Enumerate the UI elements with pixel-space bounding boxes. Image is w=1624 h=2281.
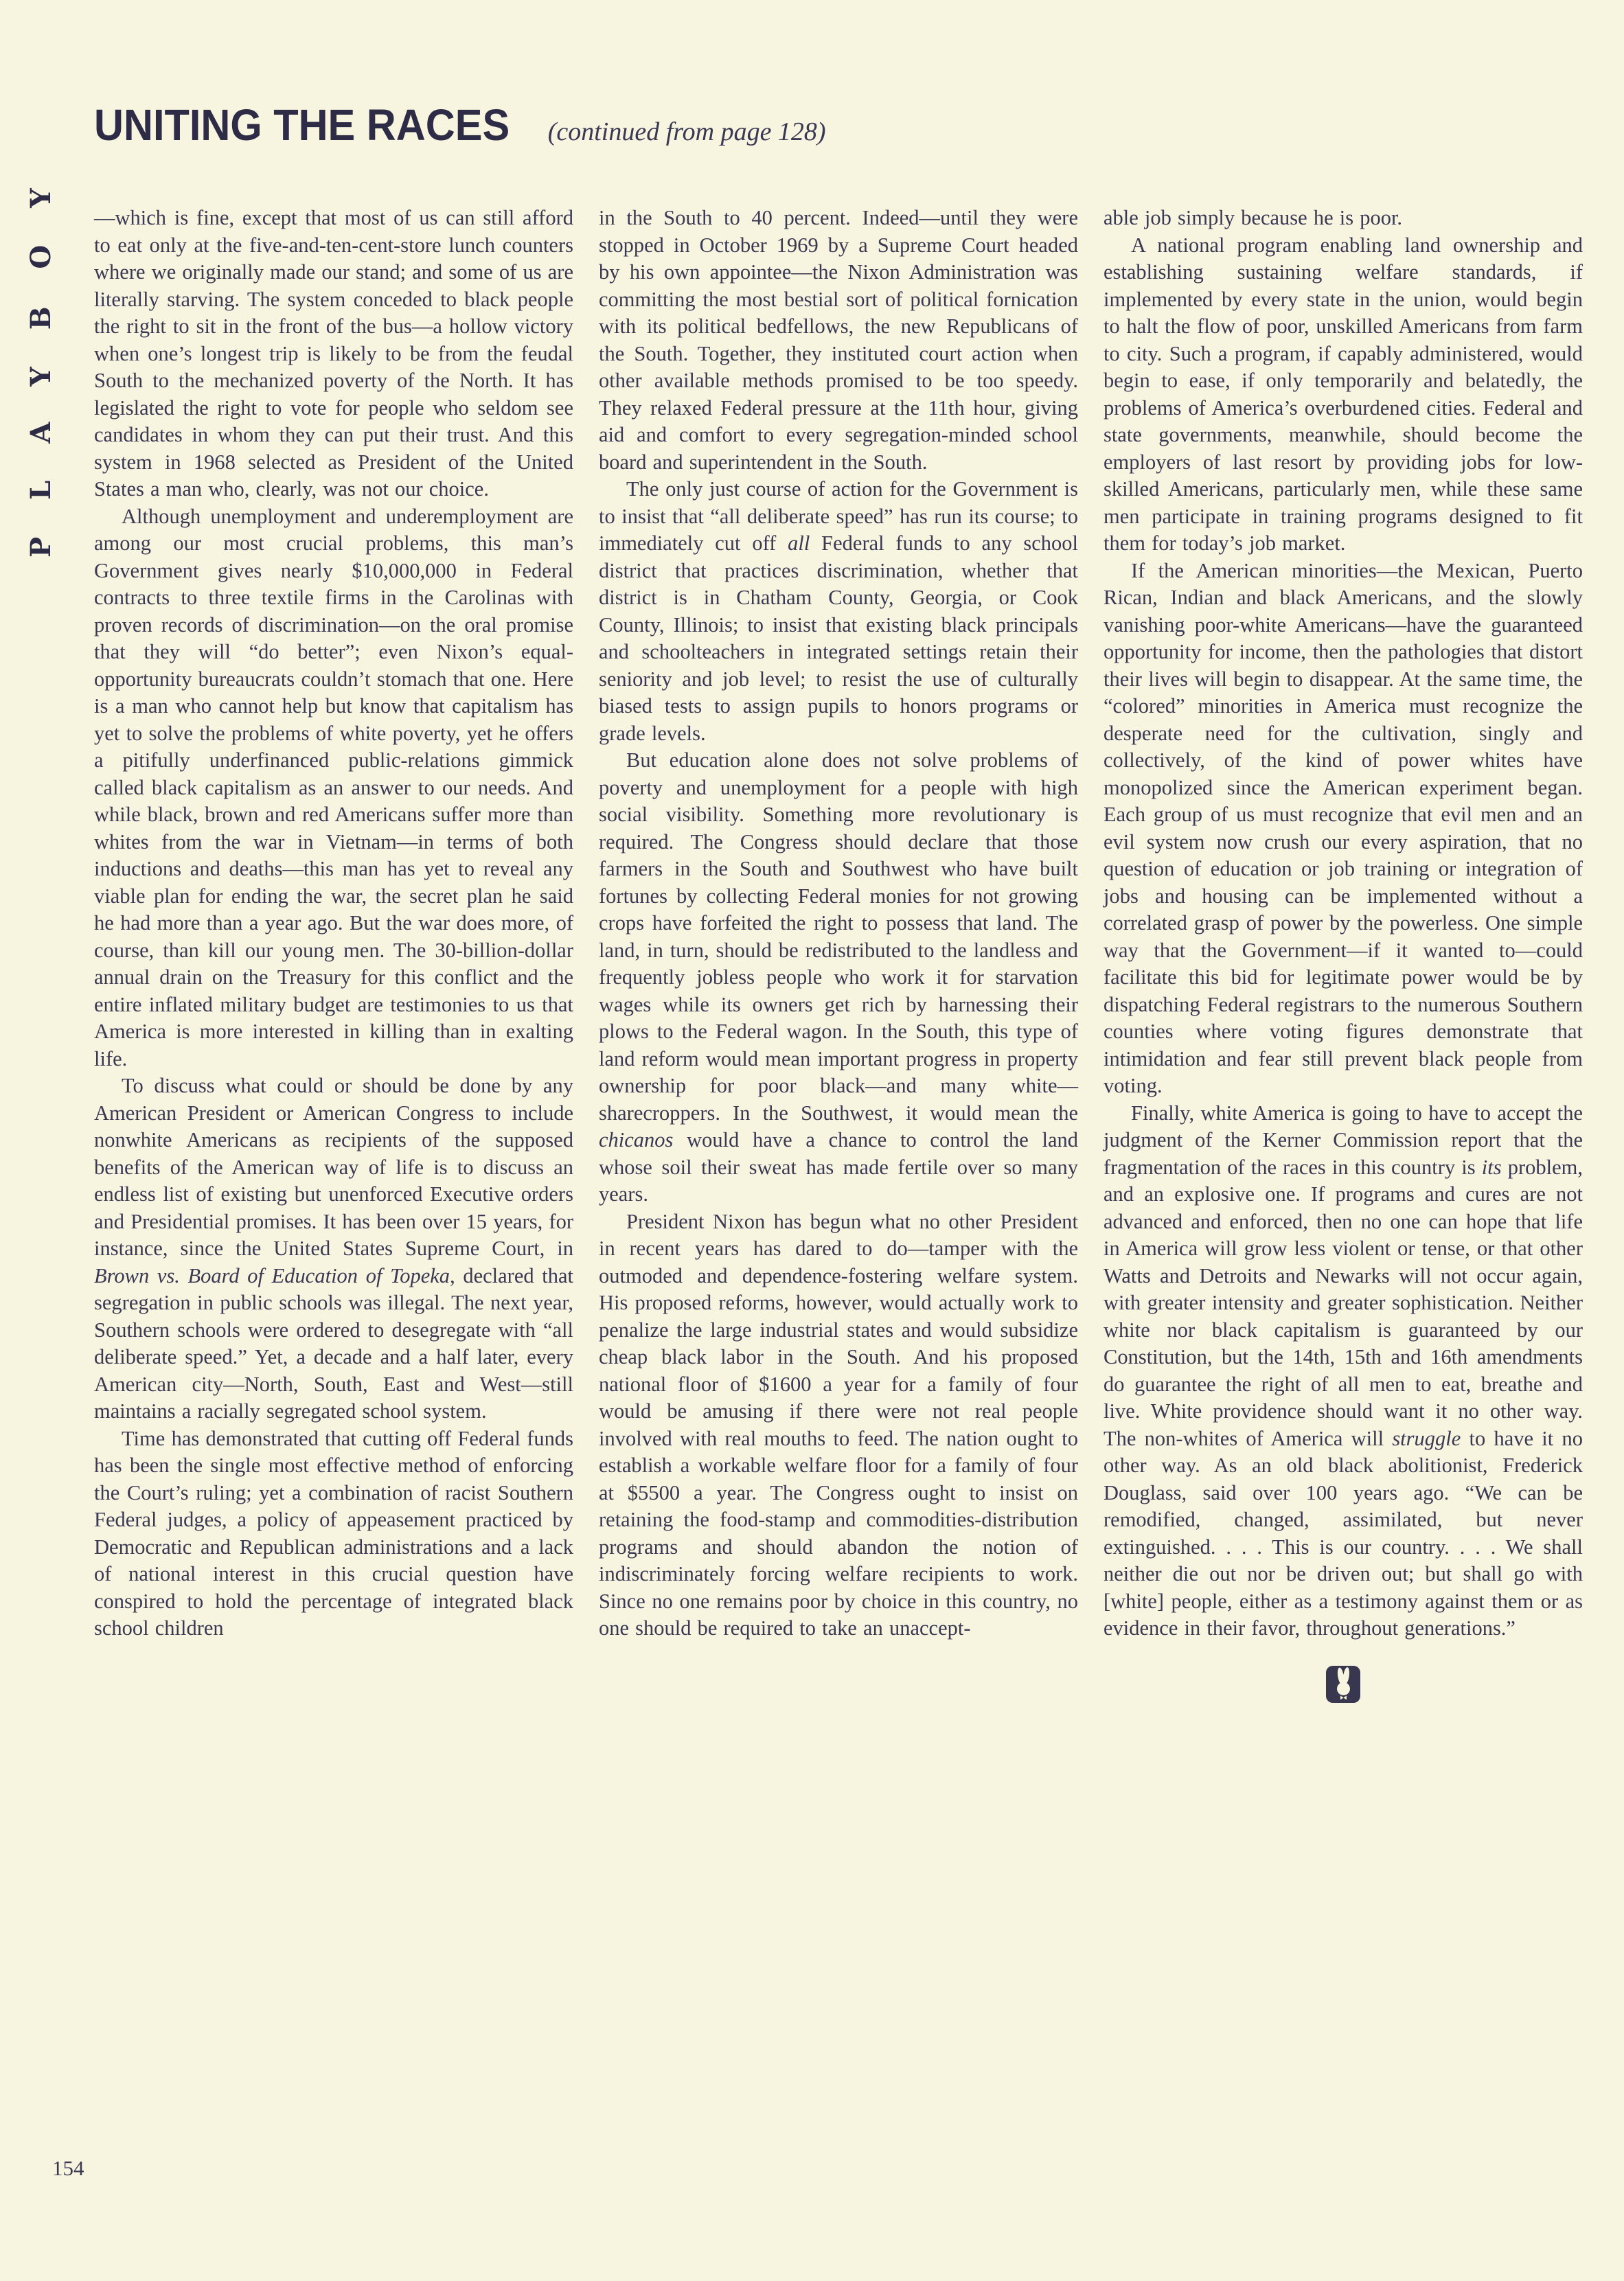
article-title: UNITING THE RACES (94, 100, 510, 150)
text-column-1 (94, 205, 573, 1706)
magazine-name-vertical: PLAYBOY (25, 151, 57, 558)
paragraph (599, 747, 1078, 1208)
paragraph (94, 205, 573, 503)
italic-text-segment: chicanos (599, 1128, 674, 1151)
text-segment: If the American minorities—the Mexican, Puerto Rican, Indian and black Americans, and the slowly vanishing poor-white Americans—have the guaranteed opportunity for income, then the pathologies that distort their lives will begin to disappear. At the same time, the “colored” minorities in America must recognize the desperate need for the cultivation, singly and collectively, of the kind of power whites have monopolized since the American experiment began. Each group of us must recognize that evil men and an evil system now crush our every aspiration, that no question of education or job training or integration of jobs and housing can be implemented without a correlated grasp of power by the powerless. One simple way that the Government—if it wanted to—could facilitate this bid for legitimate power would be by dispatching Federal registrars to the numerous Southern counties where voting figures demonstrate that intimidation and fear still prevent black people from voting. (1103, 558, 1583, 1097)
text-segment: problem, and an explosive one. If programs and cures are not advanced and enforced, then no one can hope that life in America will grow less violent or tense, or that other Watts and Detroits and Newarks will not occur again, with greater intensity and greater sophistication. Neither white nor black capitalism is guaranteed by our Constitution, but the 14th, 15th and 16th amendments do guarantee the right of all men to eat, breathe and live. White providence should want it no other way. The non-whites of America will (1103, 1155, 1583, 1450)
text-segment: Time has demonstrated that cutting off Federal funds has been the single most effective method of enforcing the Court’s ruling; yet a combination of racist Southern Federal judges, a policy of appeasement practiced by Democratic and Republican administrations and a lack of national interest in this crucial question have conspired to hold the percentage of integrated black school children (94, 1426, 573, 1640)
text-segment: in the South to 40 percent. Indeed—until they were stopped in October 1969 by a Supreme Court headed by his own appointee—the Nixon Administration was committing the most bestial sort of political fornication with its political bedfellows, the new Republicans of the South. Together, they instituted court action when other available methods promised to be too speedy. They relaxed Federal pressure at the 11th hour, giving aid and comfort to every segregation-minded school board and superintendent in the South. (599, 206, 1078, 474)
text-segment: , declared that segregation in public schools was illegal. The next year, Southern schools were ordered to desegregate with “all deliberate speed.” Yet, a decade and a half later, every American city—North, South, East and West—still maintains a racially segregated school system. (94, 1263, 573, 1423)
paragraph (1103, 205, 1583, 232)
paragraph (1103, 1100, 1583, 1642)
text-segment: But education alone does not solve problems of poverty and unemployment for a people with high social visibility. Something more revolutionary is required. The Congress should declare that those farmers in the South and Southwest who have built fortunes by collecting Federal monies for not growing crops have forfeited the right to possess that land. The land, in turn, should be redistributed to the landless and frequently jobless people who work it for starvation wages while its owners get rich by harnessing their plows to the Federal wagon. In the South, this type of land reform would mean important progress in property ownership for poor black—and many white—sharecroppers. In the Southwest, it would mean the (599, 748, 1078, 1125)
paragraph (599, 205, 1078, 476)
text-segment: able job simply because he is poor. (1103, 206, 1403, 229)
text-segment: to have it no other way. As an old black abolitionist, Frederick Douglass, said over 100 years ago. “We can be remodified, changed, assimilated, but never extinguished. . . . This is our country. . . . We shall neither die out nor be driven out; but shall go with [white] people, either as a testimony against them or as evidence in their favor, throughout generations.” (1103, 1426, 1583, 1640)
text-segment: Federal funds to any school district that practices discrimination, whether that district is in Chatham County, Georgia, or Cook County, Illinois; to insist that existing black principals and schoolteachers in integrated settings retain their seniority and job level; to resist the use of culturally biased tests to assign pupils to honors programs or grade levels. (599, 531, 1079, 745)
text-segment: Although unemployment and underemployment are among our most crucial problems, this man’s Government gives nearly $10,000,000 in Federal contracts to three textile firms in the Carolinas with proven records of discrimination—on the oral promise that they will “do better”; even Nixon’s equal-opportunity bureaucrats couldn’t stomach that one. Here is a man who cannot help but know that capitalism has yet to solve the problems of white poverty, yet he offers a pitifully underfinanced public-relations gimmick called black capitalism as an answer to our needs. And while black, brown and red Americans suffer more than whites from the war in Vietnam—in terms of both inductions and deaths—this man has yet to reveal any viable plan for ending the war, the secret plan he said he had more than a year ago. But the war does more, of course, than kill our young men. The 30-billion-dollar annual drain on the Treasury for this conflict and the entire inflated military budget are testimonies to us that America is more interested in killing than in exalting life. (94, 504, 573, 1070)
paragraph (94, 1073, 573, 1425)
paragraph (599, 476, 1078, 747)
column-1-text (94, 205, 573, 1642)
paragraph (1103, 232, 1583, 558)
text-segment: Finally, white America is going to have to accept the judgment of the Kerner Commission report that the fragmentation of the races in this country is (1103, 1101, 1583, 1179)
italic-text-segment: struggle (1392, 1426, 1461, 1450)
article-header (94, 100, 826, 150)
playboy-bunny-logo (1326, 1666, 1360, 1703)
text-segment: The only just course of action for the Government is to insist that “all deliberate speed” has run its course; to immediately cut off (599, 477, 1078, 555)
text-segment: would have a chance to control the land whose soil their sweat has made fertile over so many years. (599, 1128, 1078, 1206)
column-3-text (1103, 205, 1583, 1642)
page-number: 154 (52, 2156, 84, 2180)
text-column-2 (599, 205, 1078, 1706)
continued-from-note: (continued from page 128) (547, 117, 826, 146)
italic-text-segment: all (788, 531, 810, 555)
text-column-3 (1103, 205, 1583, 1706)
text-segment: President Nixon has begun what no other President in recent years has dared to do—tamper with the outmoded and dependence-fostering welfare system. His proposed reforms, however, would actually work to penalize the large industrial states and would subsidize cheap black labor in the South. And his proposed national floor of $1600 a year for a family of four would be amusing if there were not real people involved with real mouths to feed. The nation ought to establish a workable welfare floor for a family of four at $5500 a year. The Congress ought to insist on retaining the food-stamp and commodities-distribution programs and should abandon the notion of indiscriminately forcing welfare recipients to work. Since no one remains poor by choice in this country, no one should be required to take an unaccept- (599, 1209, 1078, 1640)
italic-text-segment: Brown vs. Board of Education of Topeka (94, 1263, 450, 1287)
article-columns (94, 205, 1583, 1706)
text-segment: A national program enabling land ownership and establishing sustaining welfare standards, if implemented by every state in the union, would begin to halt the flow of poor, unskilled Americans from farm to city. Such a program, if capably administered, would begin to ease, if only temporarily and belatedly, the problems of America’s overburdened cities. Federal and state governments, meanwhile, should become the employers of last resort by providing jobs for low-skilled Americans, particularly men, while these same men participate in training programs designed to fit them for today’s job market. (1103, 233, 1583, 555)
paragraph (94, 1425, 573, 1642)
paragraph (599, 1208, 1078, 1642)
paragraph (1103, 558, 1583, 1100)
column-2-text (599, 205, 1078, 1642)
italic-text-segment: its (1481, 1155, 1502, 1179)
text-segment: To discuss what could or should be done by any American President or American Congress to include nonwhite Americans as recipients of the supposed benefits of the American way of life is to discuss an endless list of existing but unenforced Executive orders and Presidential promises. It has been over 15 years, for instance, since the United States Supreme Court, in (94, 1074, 573, 1260)
text-segment: —which is fine, except that most of us can still afford to eat only at the five-and-ten-cent-store lunch counters where we originally made our stand; and some of us are literally starving. The system conceded to black people the right to sit in the front of the bus—a hollow victory when one’s longest trip is likely to be from the feudal South to the mechanized poverty of the North. It has legislated the right to vote for people who seldom see candidates in whom they can put their trust. And this system in 1968 selected as President of the United States a man who, clearly, was not our choice. (94, 206, 573, 501)
article-end-mark (1103, 1666, 1583, 1706)
paragraph (94, 503, 573, 1073)
